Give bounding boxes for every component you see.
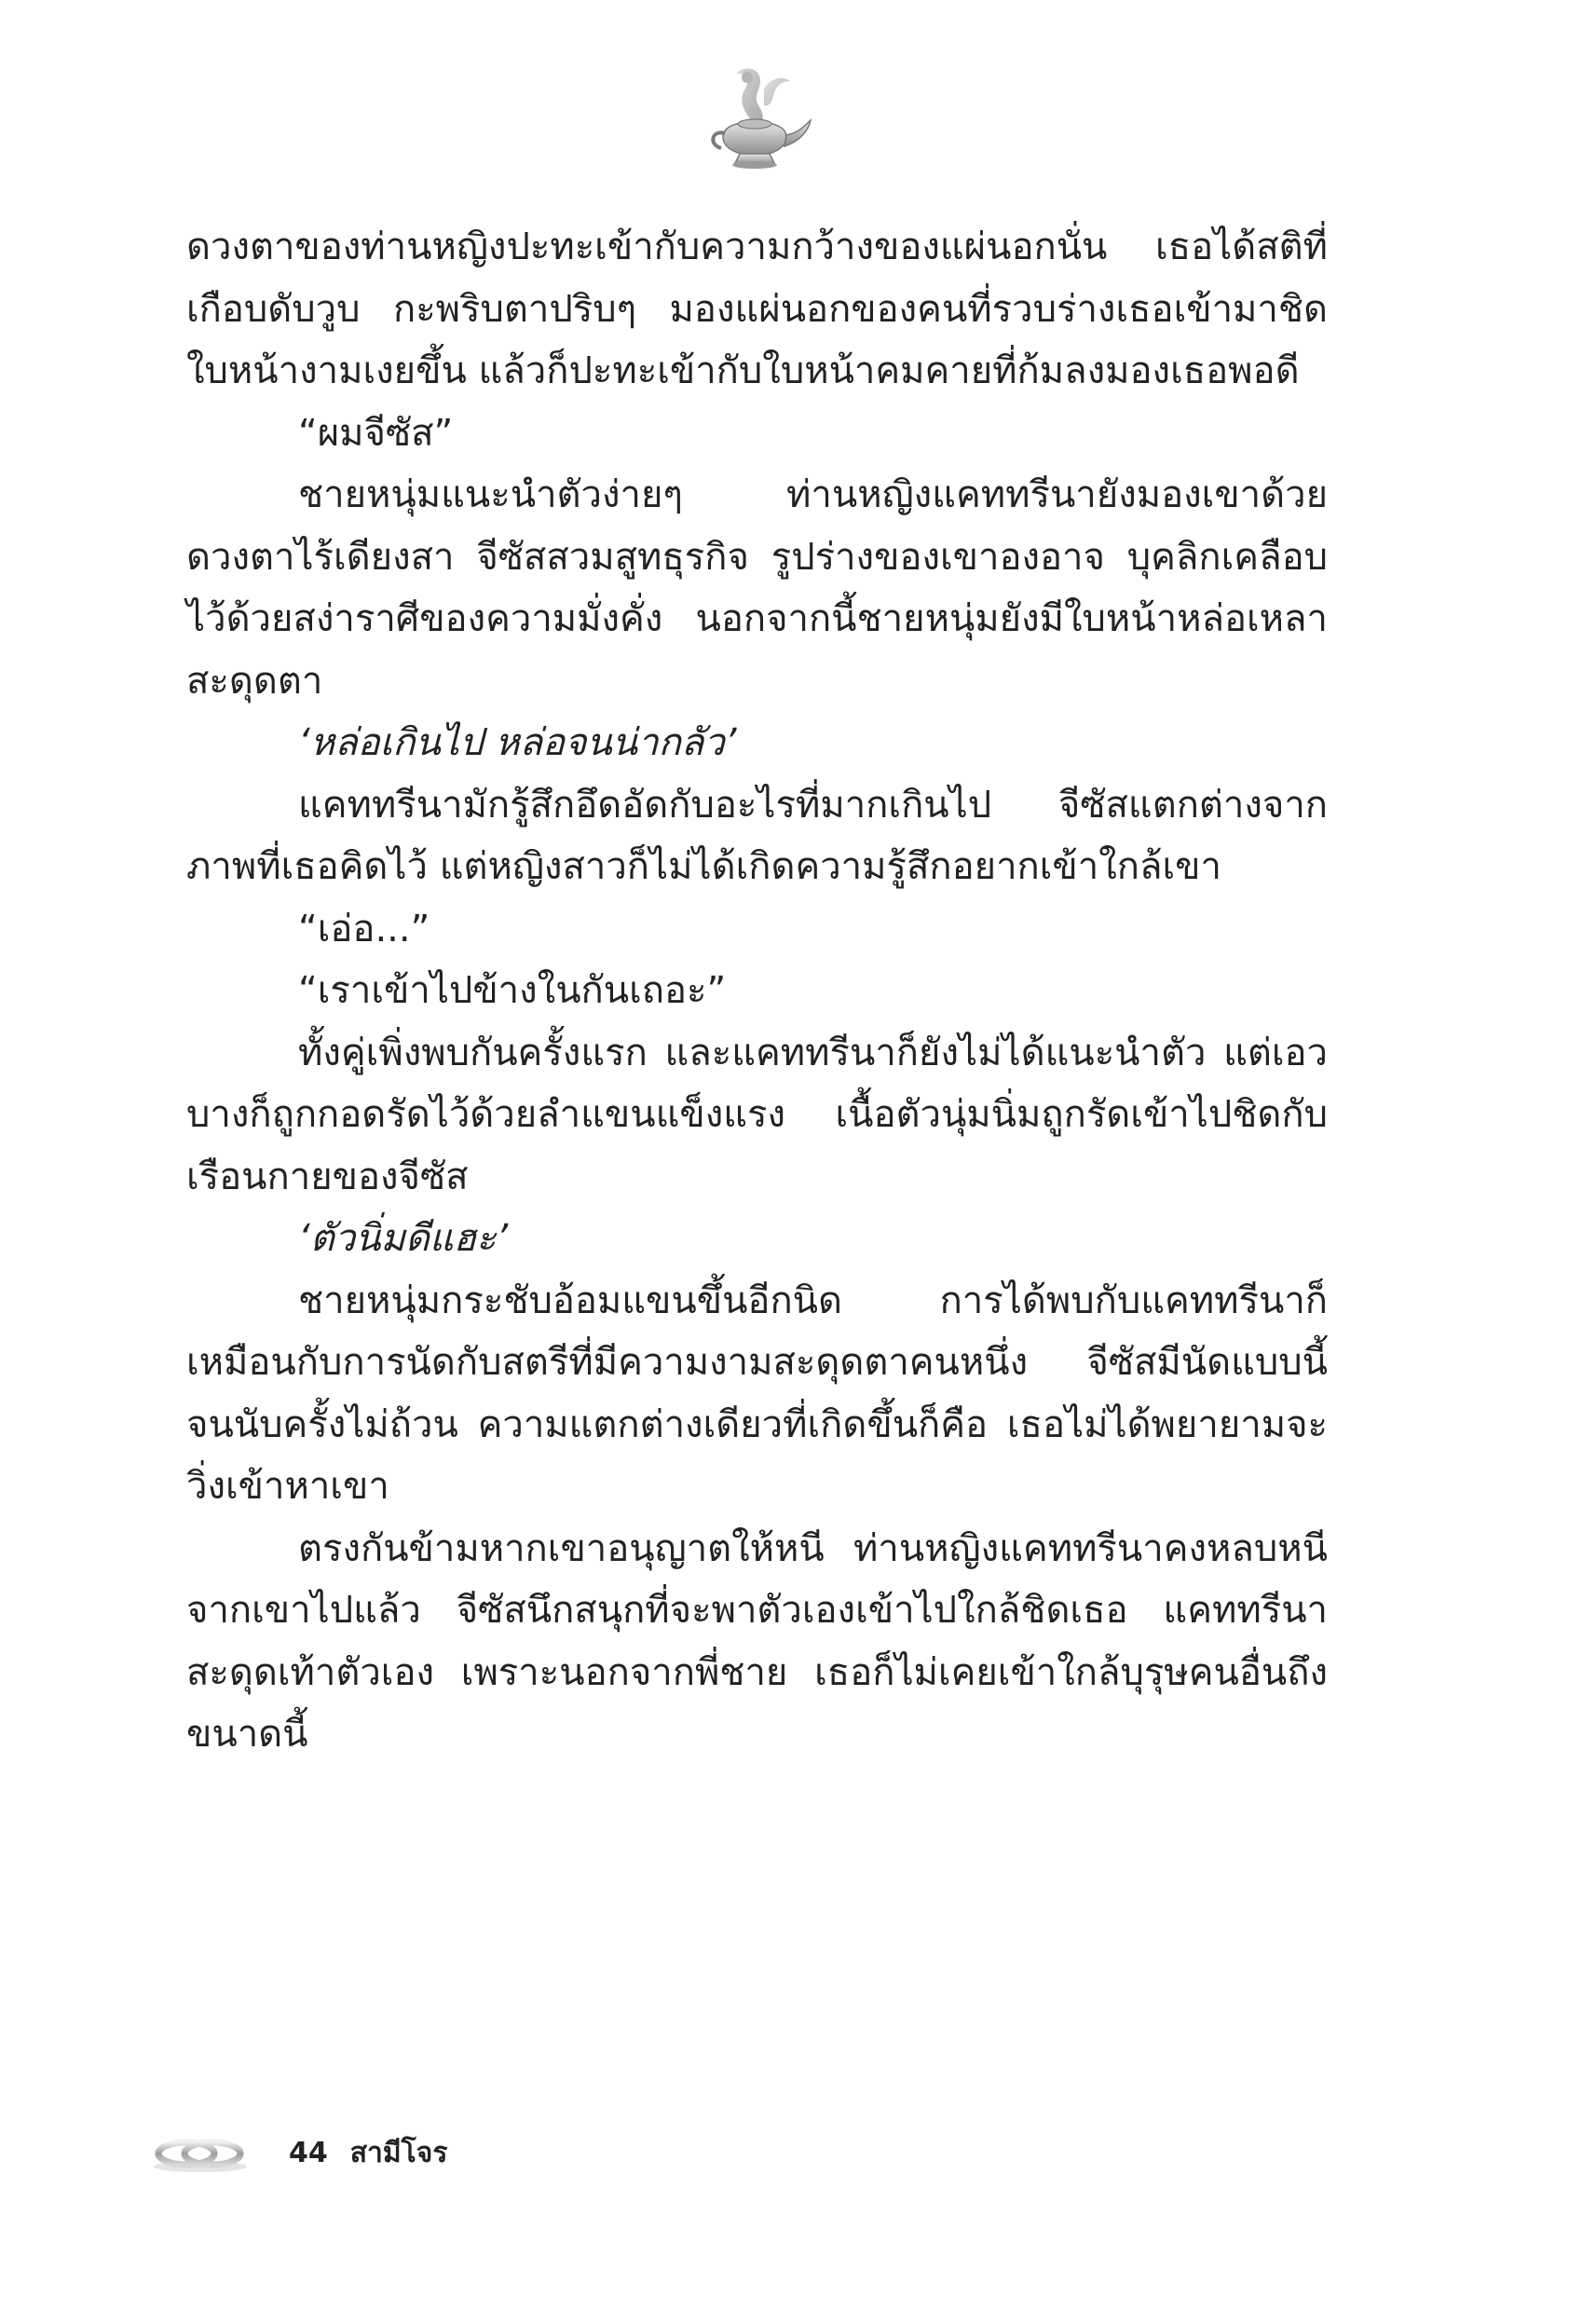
inner-thought: ‘ตัวนิ่มดีแฮะ’ <box>298 1217 509 1260</box>
dialogue-line: “ผมจีซัส” <box>298 411 454 455</box>
page-number: 44 <box>289 2136 328 2169</box>
genie-lamp-icon <box>689 51 820 182</box>
paragraph: แคททรีนามักรู้สึกอึดอัดกับอะไรที่มากเกินไป จีซัสแตกต่างจากภาพที่เธอคิดไว้ แต่หญิงสาวก็ไม่ได้เกิดความรู้สึกอยากเข้าใกล้เขา <box>186 783 1328 888</box>
paragraph: ชายหนุ่มกระชับอ้อมแขนขึ้นอีกนิด การได้พบกับแคททรีนาก็เหมือนกับการนัดกับสตรีที่มีความงามสะดุดตาคนหนึ่ง จีซัสมีนัดแบบนี้จนนับครั้งไม่ถ้วน ความแตกต่างเดียวที่เกิดขึ้นก็คือ เธอไม่ได้พยายามจะวิ่งเข้าหาเขา <box>186 1279 1328 1508</box>
dialogue-line: “เอ่อ...” <box>298 907 430 950</box>
paragraph: ชายหนุ่มแนะนำตัวง่ายๆ ท่านหญิงแคททรีนายังมองเขาด้วยดวงตาไร้เดียงสา จีซัสสวมสูทธุรกิจ รูปร่างของเขาองอาจ บุคลิกเคลือบไว้ด้วยสง่าราศีของความมั่งคั่ง นอกจากนี้ชายหนุ่มยังมีใบหน้าหล่อเหลาสะดุดตา <box>186 473 1328 703</box>
inner-thought: ‘หล่อเกินไป หล่อจนน่ากลัว’ <box>298 721 737 764</box>
paragraph: ดวงตาของท่านหญิงปะทะเข้ากับความกว้างของแผ่นอกนั่น เธอได้สติที่เกือบดับวูบ กะพริบตาปริบๆ มองแผ่นอกของคนที่รวบร่างเธอเข้ามาชิด ใบหน้างามเงยขึ้น แล้วก็ปะทะเข้ากับใบหน้าคมคายที่ก้มลงมองเธอพอดี <box>186 226 1328 392</box>
page-footer <box>149 2125 448 2181</box>
book-title: สามีโจร <box>349 2136 448 2169</box>
wedding-rings-icon <box>149 2129 252 2176</box>
paragraph: ตรงกันข้ามหากเขาอนุญาตให้หนี ท่านหญิงแคททรีนาคงหลบหนีจากเขาไปแล้ว จีซัสนึกสนุกที่จะพาตัวเองเข้าไปใกล้ชิดเธอ แคททรีนาสะดุดเท้าตัวเอง เพราะนอกจากพี่ชาย เธอก็ไม่เคยเข้าใกล้บุรุษคนอื่นถึงขนาดนี้ <box>186 1526 1328 1756</box>
paragraph: ทั้งคู่เพิ่งพบกันครั้งแรก และแคททรีนาก็ยังไม่ได้แนะนำตัว แต่เอวบางก็ถูกกอดรัดไว้ด้วยลำแขนแข็งแรง เนื้อตัวนุ่มนิ่มถูกรัดเข้าไปชิดกับเรือนกายของจีซัส <box>186 1031 1328 1198</box>
body-text <box>186 216 1328 1766</box>
dialogue-line: “เราเข้าไปข้างในกันเถอะ” <box>298 969 727 1012</box>
